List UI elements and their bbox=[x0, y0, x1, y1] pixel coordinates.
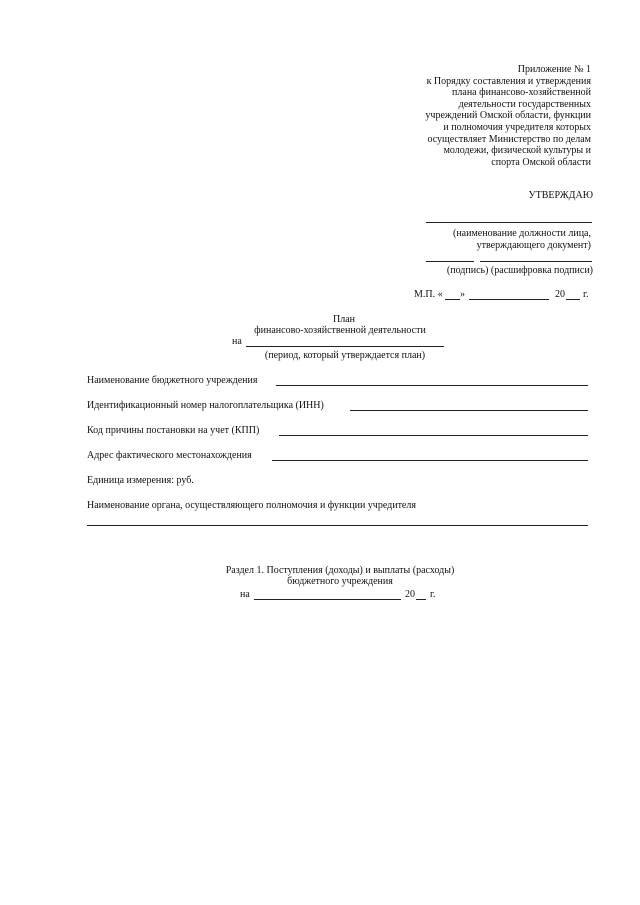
institution-name-line[interactable] bbox=[276, 385, 588, 386]
approval-month-line[interactable] bbox=[469, 299, 549, 300]
plan-period-caption: (период, который утверждается план) bbox=[264, 350, 426, 361]
founder-label: Наименование органа, осуществляющего полномочия и функции учредителя bbox=[87, 500, 416, 511]
stamp-prefix: М.П. « bbox=[414, 289, 443, 300]
stamp-quote: » bbox=[460, 289, 465, 300]
signature-decoding-line[interactable] bbox=[480, 261, 592, 262]
section1-period-line[interactable] bbox=[254, 599, 401, 600]
signature-caption: (подпись) (расшифровка подписи) bbox=[446, 265, 593, 276]
address-line[interactable] bbox=[272, 460, 588, 461]
appendix-line: и полномочия учредителя которых bbox=[443, 121, 591, 133]
inn-line[interactable] bbox=[350, 410, 588, 411]
signature-line[interactable] bbox=[426, 261, 474, 262]
address-label: Адрес фактического местонахождения bbox=[87, 450, 252, 461]
section1-year-suffix: г. bbox=[430, 589, 436, 600]
appendix-line: Приложение № 1 bbox=[517, 64, 591, 75]
approval-day-line[interactable] bbox=[445, 299, 460, 300]
unit-label: Единица измерения: руб. bbox=[87, 475, 194, 486]
approval-title: УТВЕРЖДАЮ bbox=[528, 190, 593, 201]
appendix-line: осуществляет Министерство по делам bbox=[427, 133, 591, 145]
approval-year-line[interactable] bbox=[566, 299, 580, 300]
plan-title: План bbox=[332, 314, 355, 325]
kpp-line[interactable] bbox=[279, 435, 588, 436]
appendix-line: плана финансово-хозяйственной bbox=[452, 87, 591, 99]
approval-year-prefix: 20 bbox=[555, 289, 565, 300]
plan-period-line[interactable] bbox=[246, 346, 444, 347]
founder-line[interactable] bbox=[87, 525, 588, 526]
section1-on-label: на bbox=[240, 589, 250, 600]
inn-label: Идентификационный номер налогоплательщика (ИНН) bbox=[87, 400, 324, 411]
appendix-line: молодежи, физической культуры и bbox=[443, 145, 591, 157]
plan-subtitle: финансово-хозяйственной деятельности bbox=[254, 325, 426, 336]
section1-year-line[interactable] bbox=[416, 599, 426, 600]
institution-name-label: Наименование бюджетного учреждения bbox=[87, 375, 258, 386]
kpp-label: Код причины постановки на учет (КПП) bbox=[87, 425, 260, 436]
position-caption-2: утверждающего документ) bbox=[476, 240, 591, 251]
plan-on-label: на bbox=[232, 336, 242, 347]
section1-year-prefix: 20 bbox=[405, 589, 415, 600]
appendix-line: спорта Омской области bbox=[491, 156, 591, 168]
section1-title: Раздел 1. Поступления (доходы) и выплаты (расходы) bbox=[225, 565, 455, 576]
position-caption-1: (наименование должности лица, bbox=[452, 228, 591, 239]
appendix-line: к Порядку составления и утверждения bbox=[426, 75, 591, 87]
approval-year-suffix: г. bbox=[583, 289, 589, 300]
section1-subtitle: бюджетного учреждения bbox=[287, 576, 393, 587]
appendix-header bbox=[351, 64, 591, 168]
appendix-line: деятельности государственных bbox=[458, 98, 591, 110]
appendix-line: учреждений Омской области, функции bbox=[425, 110, 591, 122]
position-line[interactable] bbox=[426, 222, 592, 223]
